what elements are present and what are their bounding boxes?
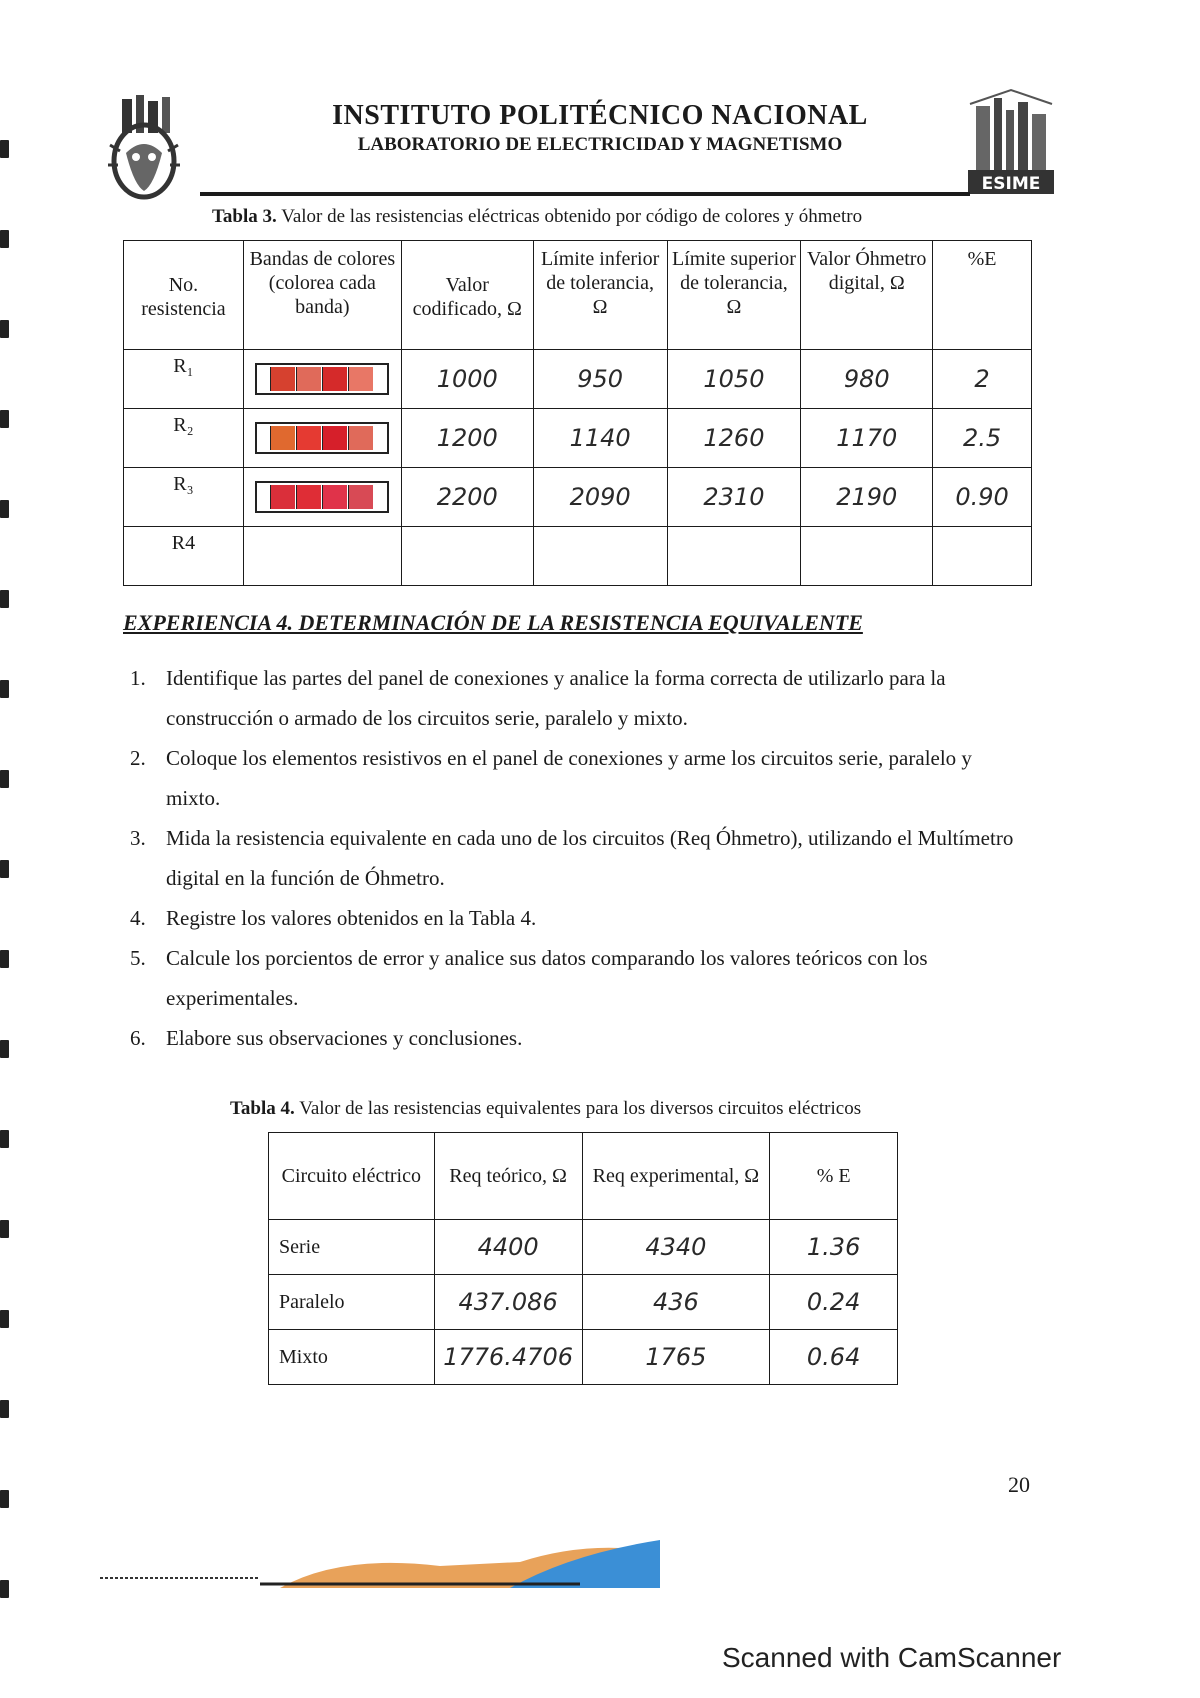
table3-header-cell: Valor Óhmetro digital, Ω [801,241,933,350]
table-row [269,1220,898,1275]
percent-error: 2.5 [933,409,1032,468]
req-theoretical: 437.086 [434,1275,582,1330]
color-band [322,426,346,450]
color-band [296,426,320,450]
color-band [348,485,372,509]
resistor-name: R₁ [124,350,244,409]
lower-limit: 950 [533,350,667,409]
color-band [322,485,346,509]
document-header [280,100,920,156]
table4 [268,1132,898,1385]
resistor-name: R4 [124,527,244,586]
req-experimental: 436 [582,1275,770,1330]
page-number: 20 [1008,1472,1030,1497]
table3-header-row [124,241,1032,350]
table-row [124,468,1032,527]
color-bands [255,422,389,454]
table-row [269,1330,898,1385]
req-experimental: 1765 [582,1330,770,1385]
table-row [124,409,1032,468]
upper-limit [667,527,801,586]
percent-error: 0.24 [770,1275,898,1330]
coded-value: 1000 [401,350,533,409]
resistor-name: R₃ [124,468,244,527]
circuit-name: Serie [269,1220,435,1275]
table-row [269,1275,898,1330]
esime-logo-text: ESIME [981,174,1041,194]
step-text: Elabore sus observaciones y conclusiones. [166,1026,523,1050]
circuit-name: Mixto [269,1330,435,1385]
lower-limit: 1140 [533,409,667,468]
ohmmeter-value: 1170 [801,409,933,468]
list-item [130,818,1030,898]
list-item [130,898,1030,938]
header-rule [200,192,970,196]
table3-header-cell: No. resistencia [124,241,244,350]
table4-header-cell: % E [770,1133,898,1220]
laboratory-name: LABORATORIO DE ELECTRICIDAD Y MAGNETISMO [357,134,843,155]
step-text: Mida la resistencia equivalente en cada uno de los circuitos (Req Óhmetro), utilizando el Multímetro digital en la función de Óhmetro. [166,826,1014,890]
table4-caption [230,1098,861,1120]
color-bands-cell [243,350,401,409]
color-band [322,367,346,391]
percent-error: 0.64 [770,1330,898,1385]
color-band [270,426,294,450]
table3-header-cell: %E [933,241,1032,350]
step-number: 2. [130,746,146,770]
color-bands-cell [243,409,401,468]
table4-header-cell: Req experimental, Ω [582,1133,770,1220]
req-experimental: 4340 [582,1220,770,1275]
step-number: 3. [130,826,146,850]
color-band [296,367,320,391]
ohmmeter-value: 2190 [801,468,933,527]
color-band [348,367,372,391]
color-band [296,485,320,509]
table3-caption-text: Valor de las resistencias eléctricas obtenido por código de colores y óhmetro [281,206,863,227]
step-text: Identifique las partes del panel de conexiones y analice la forma correcta de utilizarlo para la construcción o armado de los circuitos serie, paralelo y mixto. [166,666,946,730]
table4-header-cell: Req teórico, Ω [434,1133,582,1220]
coded-value: 1200 [401,409,533,468]
section-title: EXPERIENCIA 4. DETERMINACIÓN DE LA RESISTENCIA EQUIVALENTE [123,610,863,635]
step-number: 5. [130,946,146,970]
coded-value [401,527,533,586]
ohmmeter-value [801,527,933,586]
step-text: Coloque los elementos resistivos en el panel de conexiones y arme los circuitos serie, paralelo y mixto. [166,746,972,810]
upper-limit: 2310 [667,468,801,527]
binder-edge [0,120,12,1620]
upper-limit: 1050 [667,350,801,409]
esime-logo-icon [966,88,1056,196]
table4-header-cell: Circuito eléctrico [269,1133,435,1220]
table3-header-cell: Bandas de colores (colorea cada banda) [243,241,401,350]
table3-header-cell: Límite inferior de tolerancia, Ω [533,241,667,350]
step-text: Registre los valores obtenidos en la Tabla 4. [166,906,537,930]
table3 [123,240,1032,586]
table-row [124,527,1032,586]
table3-header-cell: Valor codificado, Ω [401,241,533,350]
list-item [130,938,1030,1018]
percent-error: 0.90 [933,468,1032,527]
upper-limit: 1260 [667,409,801,468]
table4-header-row [269,1133,898,1220]
camscanner-watermark: Scanned with CamScanner [722,1642,1062,1673]
table3-caption [212,206,862,228]
color-bands-cell [243,468,401,527]
resistor-name: R₂ [124,409,244,468]
step-number: 4. [130,906,146,930]
list-item [130,738,1030,818]
color-bands [255,363,389,395]
step-number: 1. [130,666,146,690]
step-text: Calcule los porcientos de error y analice sus datos comparando los valores teóricos con los experimentales. [166,946,928,1010]
percent-error [933,527,1032,586]
bottom-decoration-icon [100,1540,660,1590]
table4-caption-label: Tabla 4. [230,1098,295,1119]
institution-name: INSTITUTO POLITÉCNICO NACIONAL [332,100,868,131]
lower-limit [533,527,667,586]
list-item [130,1018,1030,1058]
step-number: 6. [130,1026,146,1050]
coded-value: 2200 [401,468,533,527]
color-band [270,485,294,509]
ohmmeter-value: 980 [801,350,933,409]
table3-header-cell: Límite superior de tolerancia, Ω [667,241,801,350]
percent-error: 1.36 [770,1220,898,1275]
lower-limit: 2090 [533,468,667,527]
circuit-name: Paralelo [269,1275,435,1330]
color-bands-cell [243,527,401,586]
ipn-logo-icon [104,95,186,205]
req-theoretical: 1776.4706 [434,1330,582,1385]
table-row [124,350,1032,409]
table3-caption-label: Tabla 3. [212,206,277,227]
color-bands [255,481,389,513]
instruction-list [130,658,1030,1058]
list-item [130,658,1030,738]
req-theoretical: 4400 [434,1220,582,1275]
color-band [348,426,372,450]
color-band [270,367,294,391]
percent-error: 2 [933,350,1032,409]
table4-caption-text: Valor de las resistencias equivalentes para los diversos circuitos eléctricos [299,1098,862,1119]
